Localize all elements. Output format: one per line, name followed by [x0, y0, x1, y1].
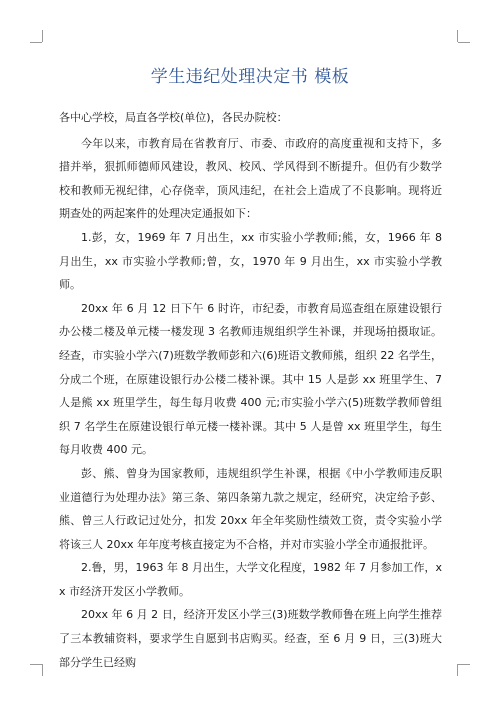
- paragraph-intro: 今年以来，市教育局在省教育厅、市委、市政府的高度重视和支持下，多措并举，狠抓师德师风建设，教风、校风、学风得到不断提升。但仍有少数学校和教师无视纪律，心存侥幸，顶风违纪，在社会上造成了不良影响。现将近期查处的两起案件的处理决定通报如下：: [59, 136, 442, 221]
- document-title: 学生违纪处理决定书 模板: [150, 67, 350, 87]
- paragraph-case1-facts: 20xx 年 6 月 12 日下午 6 时许，市纪委，市教育局巡查组在原建设银行办公楼二楼及单元楼一楼发现 3 名教师违规组织学生补课，并现场拍摄取证。经查，市实验小学六(7)班数学教师彭和六(6)班语文教师熊，组织 22 名学生，分成二个班，在原建设银行办公楼二楼补课。其中 15 人是彭 xx 班里学生、7 人是熊 xx 班里学生，每生每月收费 400 元;市实验小学六(5)班数学教师曾组织 7 名学生在原建设银行单元楼一楼补课。其中 5 人是曾 xx 班里学生，每生每月收费 400 元。: [59, 301, 442, 457]
- crop-mark-top-right-v: [457, 30, 458, 42]
- crop-mark-bottom-left-h: [30, 664, 42, 665]
- paragraph-case2-person: 2.鲁，男，1963 年 8 月出生，大学文化程度，1982 年 7 月参加工作，xx 市经济开发区小学教师。: [59, 561, 442, 598]
- crop-mark-bottom-right-h: [458, 664, 470, 665]
- paragraph-case1-decision: 彭、熊、曾身为国家教师，违规组织学生补课，根据《中小学教师违反职业道德行为处理办法》第三条、第四条第九款之规定，经研究，决定给予彭、熊、曾三人行政记过处分，扣发 20xx 年全年奖励性绩效工资，责令实验小学将该三人 20xx 年年度考核直接定为不合格，并对市实验小学全市通报批评。: [59, 466, 442, 551]
- crop-mark-top-left-h: [30, 42, 42, 43]
- document-body: [59, 106, 442, 674]
- crop-mark-bottom-right-v: [457, 664, 458, 676]
- paragraph-case2-facts: 20xx 年 6 月 2 日，经济开发区小学三(3)班数学教师鲁在班上向学生推荐了三本教辅资料，要求学生自愿到书店购买。经查，至 6 月 9 日，三(3)班大部分学生已经购: [59, 608, 442, 669]
- paragraph-case1-persons: 1.彭，女，1969 年 7 月出生，xx 市实验小学教师;熊，女，1966 年 8 月出生，xx 市实验小学教师;曾，女，1970 年 9 月出生，xx 市实验小学教师。: [59, 230, 442, 292]
- crop-mark-top-left-v: [42, 30, 43, 42]
- crop-mark-top-right-h: [458, 42, 470, 43]
- crop-mark-bottom-left-v: [42, 664, 43, 676]
- salutation: 各中心学校，局直各学校(单位)，各民办院校：: [59, 111, 288, 124]
